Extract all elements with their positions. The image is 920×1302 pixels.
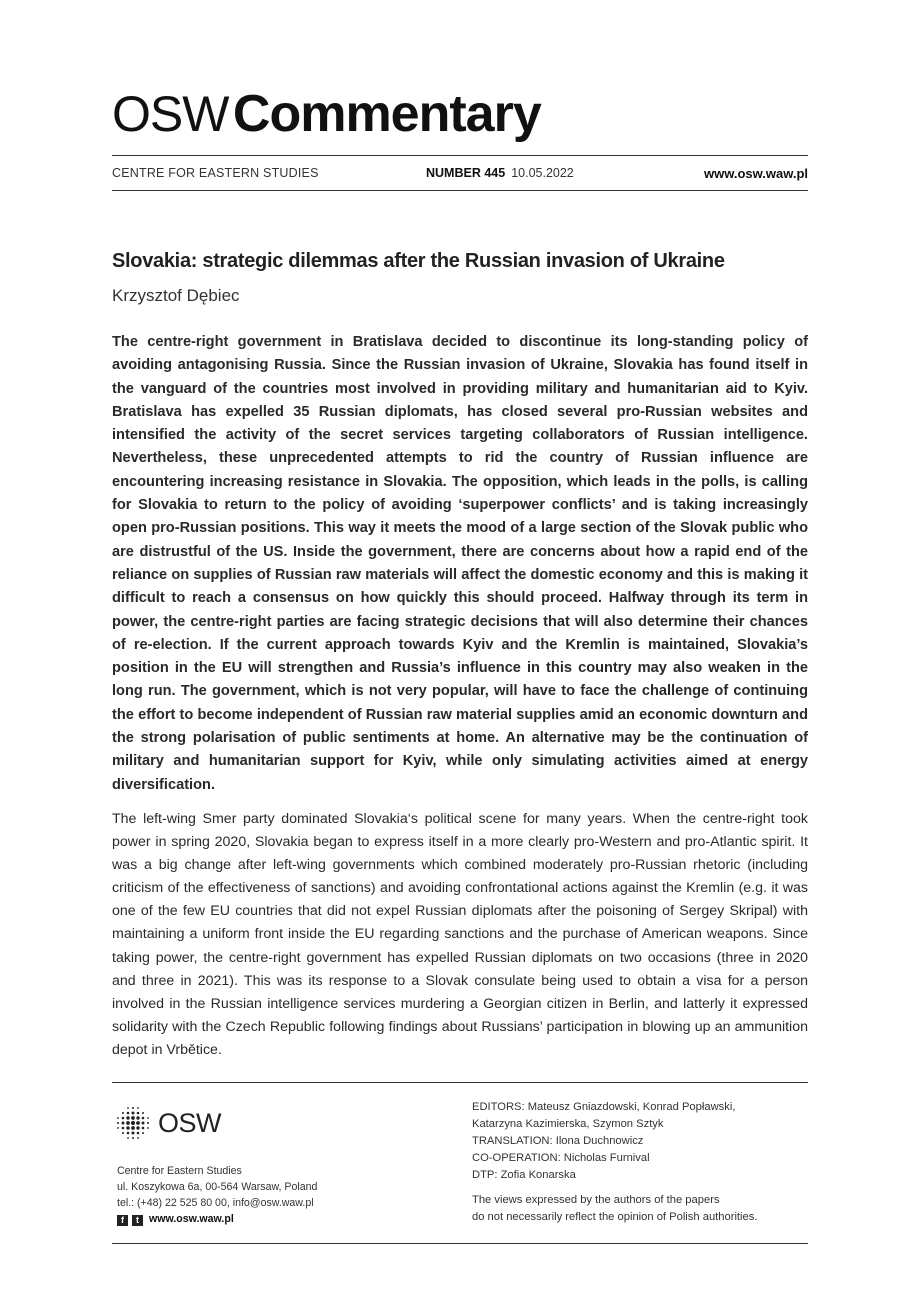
body-paragraph: The left-wing Smer party dominated Slovakia‘s political scene for many years. When the centre-right took power in spring 2020, Slovakia began to express itself in a more clearly pro-Western and pro-Atlantic spirit. It was a big change after left-wing governments which combined moderately pro-Russian rhetoric (including criticism of the effectiveness of sanctions) and avoiding confrontational actions against the Kremlin (e.g. it was one of the few EU countries that did not expel Russian diplomats after the poisoning of Sergey Skripal) with maintaining a uniform front inside the EU regarding sanctions and the purchase of American weapons. Since taking power, the centre-right government has expelled Russian diplomats on two occasions (three in 2020 and three in 2021). This was its response to a Slovak consulate being used to obtain a visa for a person involved in the Russian intelligence services murdering a Georgian citizen in Berlin, and latterly it expressed solidarity with the Czech Republic following findings about Russians’ participation in blowing up an ammunition depot in Vrbětice. [112, 811, 808, 1058]
credit-line: CO-OPERATION: Nicholas Furnival [472, 1152, 650, 1164]
address-org: Centre for Eastern Studies [117, 1165, 242, 1177]
osw-globe-icon [112, 1102, 154, 1144]
disclaimer-line: The views expressed by the authors of the papers [472, 1194, 720, 1206]
footer-bottom-rule [112, 1243, 808, 1244]
article-author: Krzysztof Dębiec [112, 286, 240, 305]
credit-line: DTP: Zofia Konarska [472, 1169, 576, 1181]
footer-credits [472, 1099, 735, 1184]
address-contact: tel.: (+48) 22 525 80 00, info@osw.waw.pl [117, 1196, 314, 1209]
website-link[interactable]: www.osw.waw.pl [703, 165, 808, 181]
issue-date: 10.05.2022 [511, 166, 574, 180]
info-bar [112, 155, 808, 191]
lead-paragraph: The centre-right government in Bratislava decided to discontinue its long-standing policy of avoiding antagonising Russia. Since the Russian invasion of Ukraine, Slovakia has found itself in the vanguard of the countries most involved in providing military and humanitarian aid to Kyiv. Bratislava has expelled 35 Russian diplomats, has closed several pro-Russian websites and intensified the activity of the secret services targeting collaborators of Russian intelligence. Nevertheless, these unprecedented attempts to rid the country of Russian influence are encountering increasing resistance in Slovakia. The opposition, which leads in the polls, is calling for Slovakia to return to the policy of avoiding ‘superpower conflicts’ and is taking increasingly open pro-Russian positions. This way it meets the mood of a large section of the Slovak public who are distrustful of the US. Inside the government, there are concerns about how a rapid end of the reliance on supplies of Russian raw materials will affect the domestic economy and this is making it difficult to reach a consensus on how quickly this should proceed. Halfway through its term in power, the centre-right parties are facing strategic decisions that will also determine their chances of re-election. If the current approach towards Kyiv and the Kremlin is maintained, Slovakia’s position in the EU will strengthen and Russia’s influence in this country may also weaken in the long run. The government, which is not very popular, will have to face the challenge of continuing the effort to become independent of Russian raw material supplies amid an economic downturn and the strong polarisation of public sentiments at home. An alternative may be the continuation of military and humanitarian support for Kyiv, while only simulating activities aimed at energy diversification. [112, 334, 808, 793]
footer-disclaimer [472, 1192, 757, 1226]
address-street: ul. Koszykowa 6a, 00-564 Warsaw, Poland [117, 1180, 318, 1193]
footer-top-rule [112, 1082, 808, 1083]
credit-line: TRANSLATION: Ilona Duchnowicz [472, 1135, 644, 1147]
org-name: CENTRE FOR EASTERN STUDIES [112, 166, 319, 180]
social-links [117, 1212, 317, 1228]
twitter-icon[interactable]: t [132, 1215, 143, 1226]
masthead-series: Commentary [232, 85, 541, 143]
footer-website-link[interactable]: www.osw.waw.pl [149, 1213, 234, 1226]
article-title: Slovakia: strategic dilemmas after the Russian invasion of Ukraine [112, 250, 725, 272]
disclaimer-line: do not necessarily reflect the opinion of Polish authorities. [472, 1211, 758, 1223]
footer-address [117, 1164, 317, 1228]
facebook-icon[interactable]: f [117, 1215, 128, 1226]
osw-logo [112, 1102, 221, 1144]
issue-number: NUMBER 445 [426, 166, 506, 180]
credit-line: Katarzyna Kazimierska, Szymon Sztyk [472, 1118, 664, 1130]
masthead-brand: OSW [112, 86, 229, 142]
logo-text: OSW [158, 1107, 221, 1138]
credit-line: EDITORS: Mateusz Gniazdowski, Konrad Popławski, [472, 1101, 736, 1113]
masthead [112, 82, 808, 146]
